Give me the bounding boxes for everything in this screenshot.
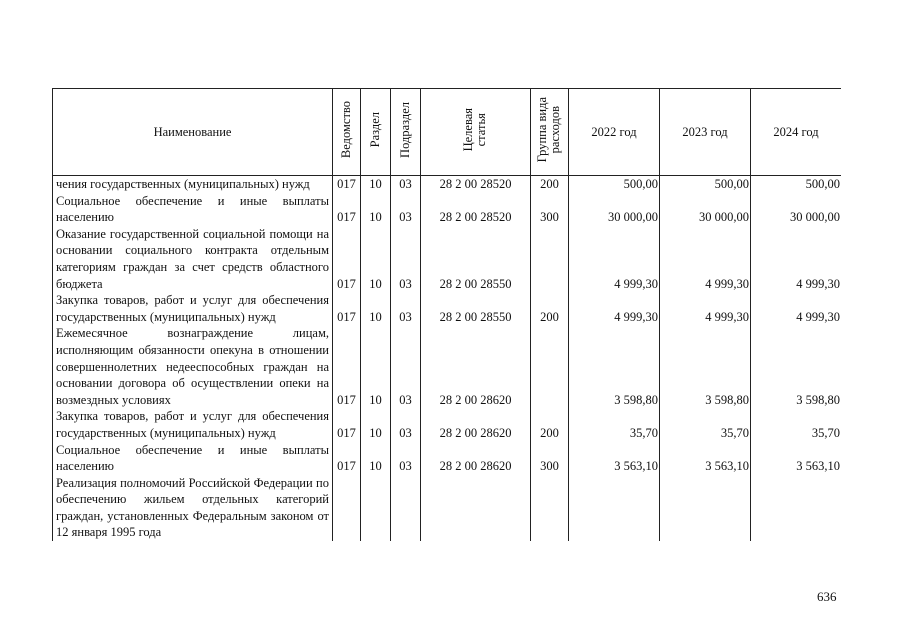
row-razdel: 10 [361, 193, 391, 226]
row-value-2022 [569, 475, 660, 541]
row-value-2023: 3 598,80 [660, 325, 751, 408]
header-podrazdel: Подраздел [391, 89, 421, 176]
row-name: Закупка товаров, работ и услуг для обеспечения государственных (муниципальных) нужд [53, 408, 333, 441]
table-row [53, 442, 842, 475]
budget-table [52, 88, 841, 541]
row-value-2022: 30 000,00 [569, 193, 660, 226]
row-value-2024 [751, 475, 842, 541]
row-podrazdel [391, 475, 421, 541]
row-podrazdel: 03 [391, 408, 421, 441]
row-value-2023: 35,70 [660, 408, 751, 441]
row-value-2024: 3 598,80 [751, 325, 842, 408]
header-razdel: Раздел [361, 89, 391, 176]
row-vedomstvo: 017 [333, 292, 361, 325]
row-value-2024: 3 563,10 [751, 442, 842, 475]
row-value-2022: 500,00 [569, 176, 660, 193]
row-celevaya-statya: 28 2 00 28620 [421, 408, 531, 441]
table-row [53, 226, 842, 292]
row-value-2023 [660, 475, 751, 541]
row-razdel: 10 [361, 226, 391, 292]
row-razdel: 10 [361, 292, 391, 325]
row-value-2023: 3 563,10 [660, 442, 751, 475]
row-vedomstvo: 017 [333, 442, 361, 475]
row-vedomstvo: 017 [333, 325, 361, 408]
row-vedomstvo [333, 475, 361, 541]
row-celevaya-statya: 28 2 00 28550 [421, 292, 531, 325]
table-row [53, 176, 842, 193]
row-vedomstvo: 017 [333, 226, 361, 292]
row-gruppa: 300 [531, 193, 569, 226]
row-celevaya-statya: 28 2 00 28550 [421, 226, 531, 292]
header-2022: 2022 год [569, 89, 660, 176]
row-podrazdel: 03 [391, 325, 421, 408]
row-value-2024: 500,00 [751, 176, 842, 193]
row-razdel: 10 [361, 408, 391, 441]
table-header-row [53, 89, 842, 176]
row-value-2023: 4 999,30 [660, 226, 751, 292]
row-value-2023: 4 999,30 [660, 292, 751, 325]
row-podrazdel: 03 [391, 193, 421, 226]
row-gruppa: 200 [531, 408, 569, 441]
row-podrazdel: 03 [391, 176, 421, 193]
header-gruppa-vida-rashodov: Группа вида расходов [531, 89, 569, 176]
row-celevaya-statya: 28 2 00 28520 [421, 193, 531, 226]
row-gruppa: 300 [531, 442, 569, 475]
table-row [53, 193, 842, 226]
budget-table-container [52, 88, 841, 576]
row-name: чения государственных (муниципальных) нужд [53, 176, 333, 193]
row-celevaya-statya [421, 475, 531, 541]
row-value-2023: 30 000,00 [660, 193, 751, 226]
page-number: 636 [817, 589, 837, 604]
row-podrazdel: 03 [391, 292, 421, 325]
table-row [53, 292, 842, 325]
row-value-2022: 4 999,30 [569, 292, 660, 325]
table-row [53, 325, 842, 408]
row-name: Реализация полномочий Российской Федерации по обеспечению жильем отдельных категорий граждан, установленных Федеральным законом от 12 января 1995 года [53, 475, 333, 541]
row-gruppa [531, 475, 569, 541]
header-2024: 2024 год [751, 89, 842, 176]
row-name: Закупка товаров, работ и услуг для обеспечения государственных (муниципальных) нужд [53, 292, 333, 325]
row-gruppa: 200 [531, 176, 569, 193]
table-row [53, 475, 842, 541]
row-celevaya-statya: 28 2 00 28520 [421, 176, 531, 193]
row-value-2024: 4 999,30 [751, 292, 842, 325]
row-value-2022: 4 999,30 [569, 226, 660, 292]
row-podrazdel: 03 [391, 226, 421, 292]
row-name: Ежемесячное вознаграждение лицам, исполняющим обязанности опекуна в отношении совершеннолетних недееспособных граждан на основании договора об осуществлении опеки на возмездных условиях [53, 325, 333, 408]
row-gruppa [531, 226, 569, 292]
row-value-2024: 35,70 [751, 408, 842, 441]
row-value-2024: 30 000,00 [751, 193, 842, 226]
row-vedomstvo: 017 [333, 176, 361, 193]
row-value-2022: 35,70 [569, 408, 660, 441]
row-value-2022: 3 563,10 [569, 442, 660, 475]
row-razdel [361, 475, 391, 541]
row-value-2023: 500,00 [660, 176, 751, 193]
row-razdel: 10 [361, 325, 391, 408]
row-name: Социальное обеспечение и иные выплаты населению [53, 193, 333, 226]
header-vedomstvo: Ведомство [333, 89, 361, 176]
row-razdel: 10 [361, 442, 391, 475]
header-celevaya-statya: Целевая статья [421, 89, 531, 176]
row-name: Социальное обеспечение и иные выплаты населению [53, 442, 333, 475]
row-celevaya-statya: 28 2 00 28620 [421, 442, 531, 475]
row-gruppa [531, 325, 569, 408]
row-gruppa: 200 [531, 292, 569, 325]
header-2023: 2023 год [660, 89, 751, 176]
row-value-2022: 3 598,80 [569, 325, 660, 408]
row-vedomstvo: 017 [333, 408, 361, 441]
row-razdel: 10 [361, 176, 391, 193]
row-name: Оказание государственной социальной помощи на основании социального контракта отдельным категориям граждан за счет средств областного бюджета [53, 226, 333, 292]
row-celevaya-statya: 28 2 00 28620 [421, 325, 531, 408]
row-podrazdel: 03 [391, 442, 421, 475]
header-name: Наименование [53, 89, 333, 176]
table-row [53, 408, 842, 441]
row-vedomstvo: 017 [333, 193, 361, 226]
row-value-2024: 4 999,30 [751, 226, 842, 292]
